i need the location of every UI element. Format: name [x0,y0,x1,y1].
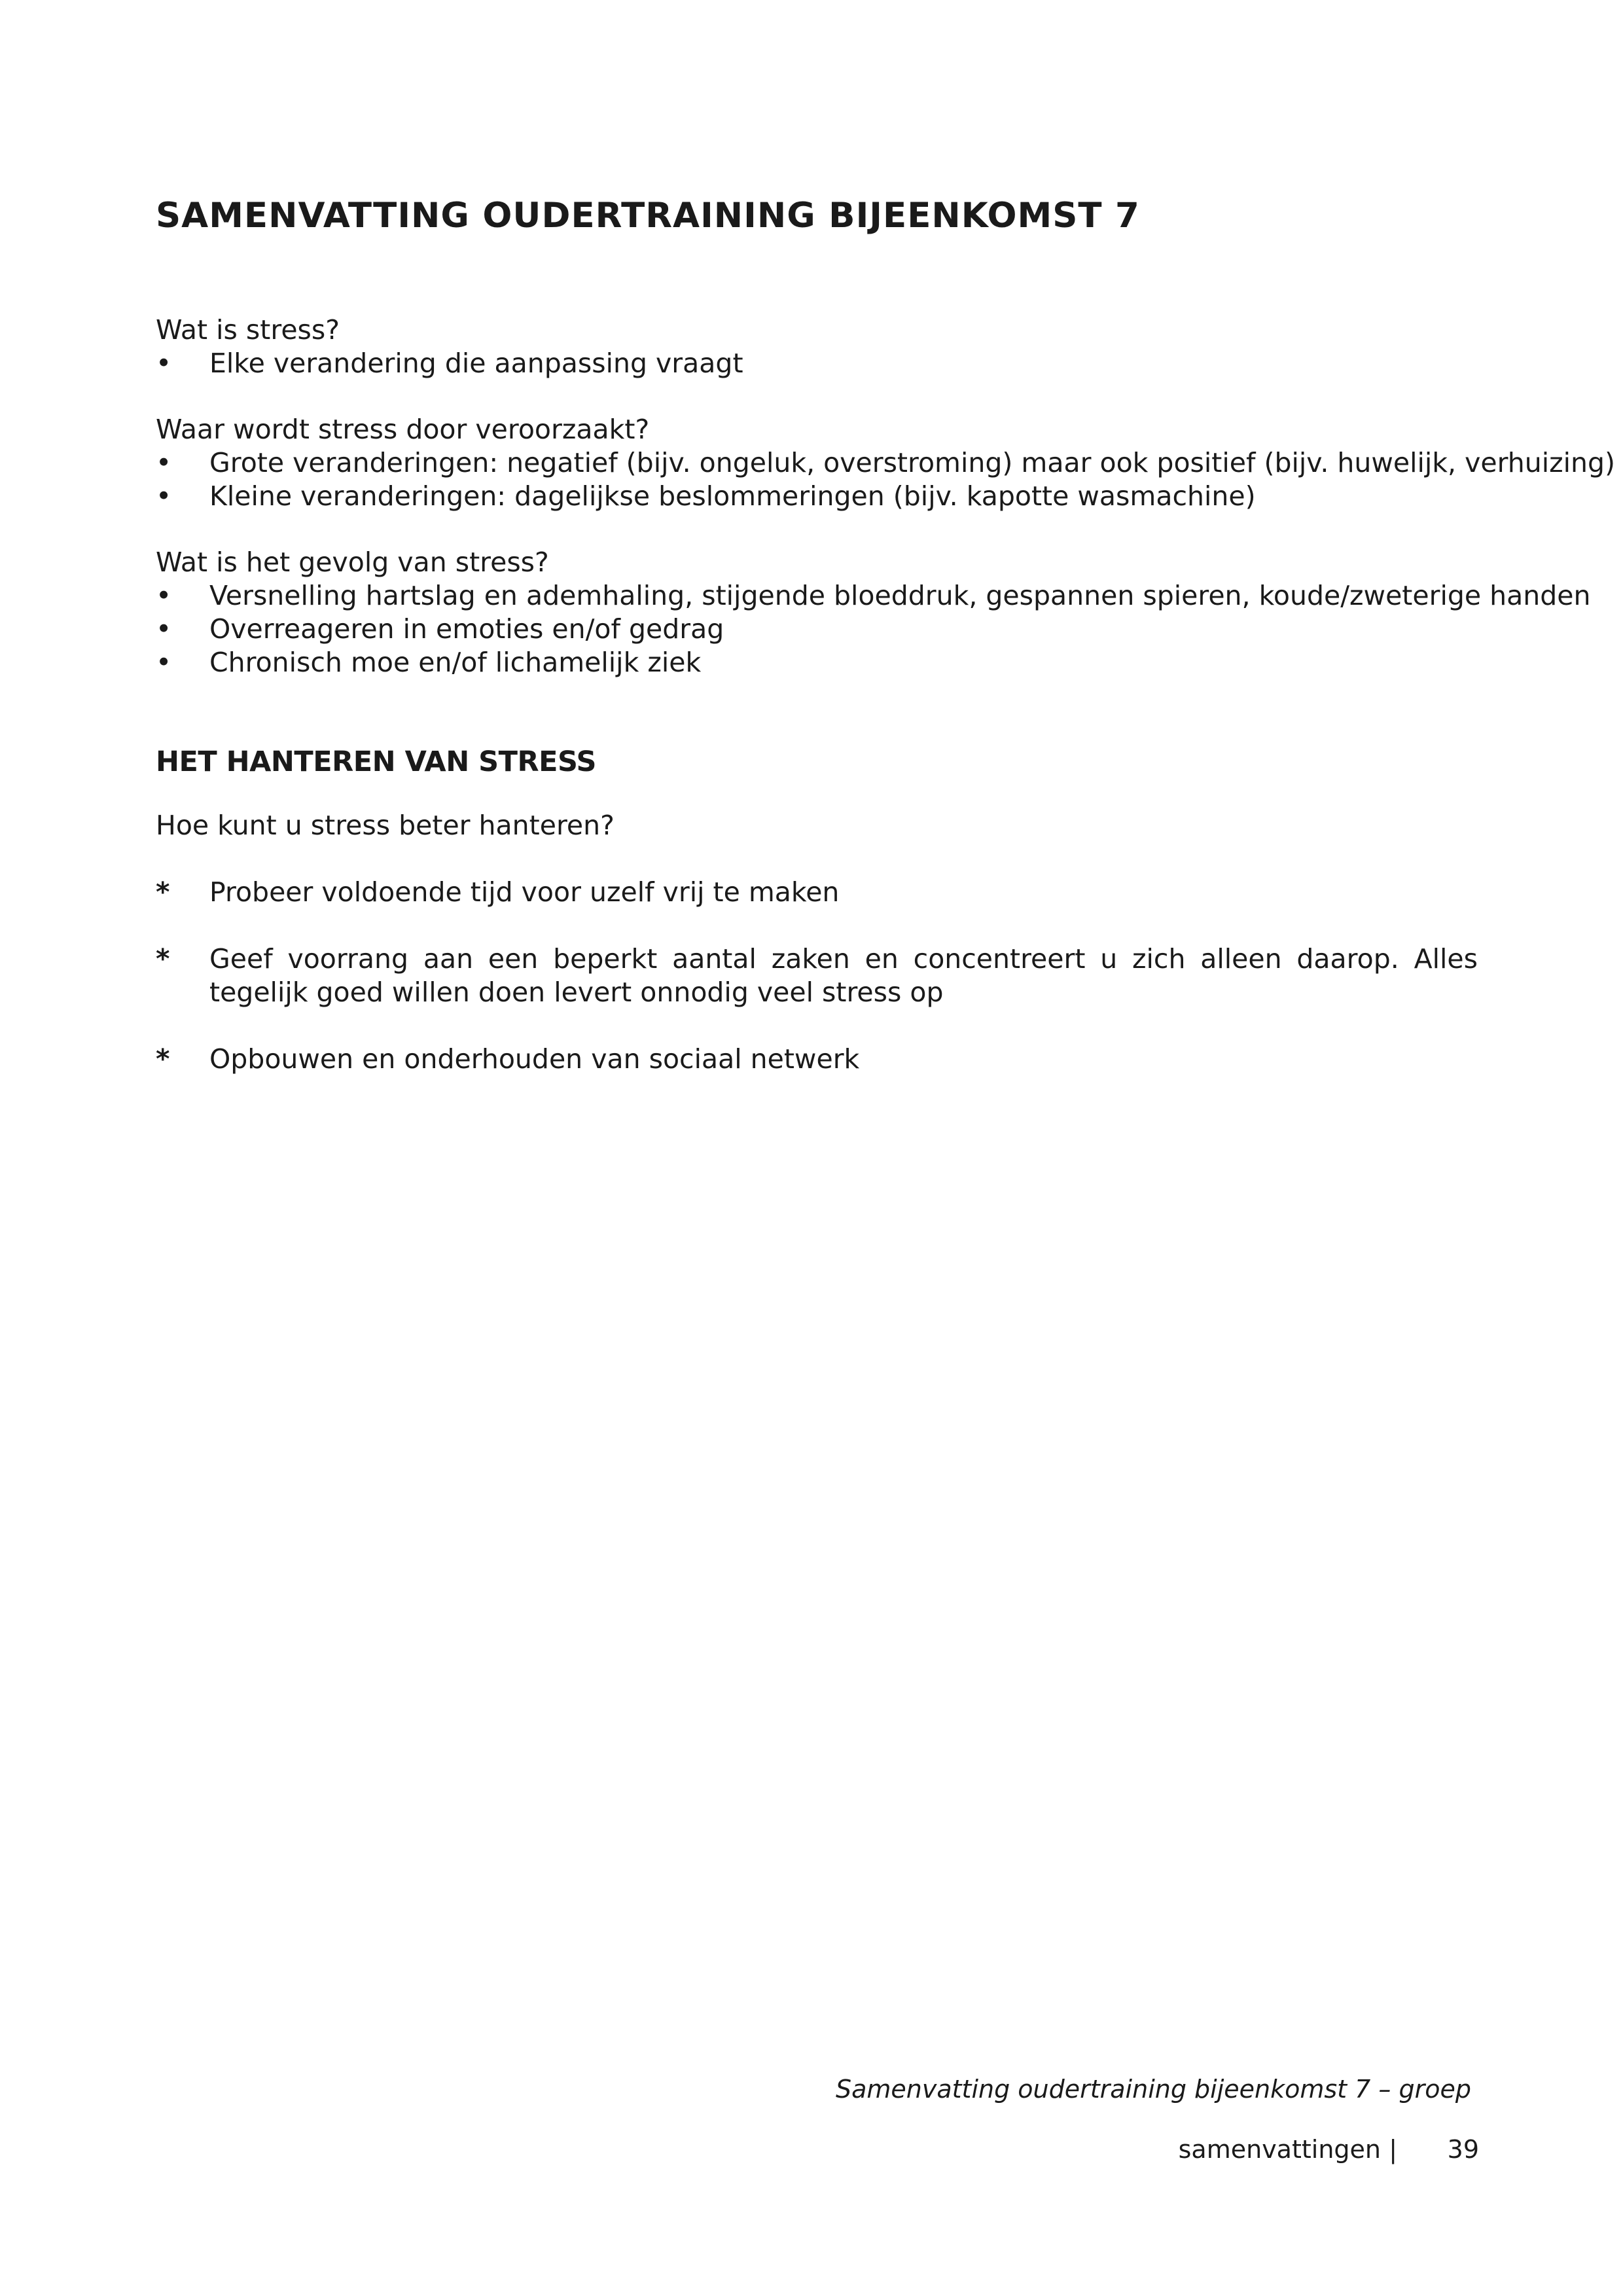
question-consequences: Wat is het gevolg van stress? [156,547,549,578]
bullet-list-consequences [156,579,1591,679]
footer-section-label: samenvattingen [1178,2135,1381,2164]
bullet-icon: • [156,348,172,379]
tip-text: Probeer voldoende tijd voor uzelf vrij te maken [209,876,840,908]
section-title-coping: HET HANTEREN VAN STRESS [156,745,596,778]
list-item-text: Grote veranderingen: negatief (bijv. ongeluk, overstroming) maar ook positief (bijv. huwelijk, verhuizing) [209,447,1616,478]
page-footer [1113,2134,1479,2166]
bullet-icon: • [156,580,172,611]
bullet-icon: • [156,480,172,512]
question-coping: Hoe kunt u stress beter hanteren? [156,810,615,841]
question-causes: Waar wordt stress door veroorzaakt? [156,414,650,445]
bullet-icon: • [156,613,172,645]
footer-divider: | [1389,2135,1397,2164]
bullet-list-definition [156,347,1478,380]
bullet-icon: • [156,647,172,678]
list-item [156,613,1478,646]
list-item-text: Chronisch moe en/of lichamelijk ziek [209,647,702,678]
list-item-text: Versnelling hartslag en ademhaling, stijgende bloeddruk, gespannen spieren, koude/zweterige handen [209,580,1591,611]
tip-text: Geef voorrang aan een beperkt aantal zaken en concentreert u zich alleen daarop. Alles tegelijk goed willen doen levert onnodig veel stress op [209,943,1478,1008]
page-number: 39 [1447,2135,1479,2164]
tip-item [156,942,1478,1009]
asterisk-icon: * [156,1043,170,1075]
footer-caption: Samenvatting oudertraining bijeenkomst 7 – groep [835,2075,1471,2104]
list-item [156,480,1478,513]
bullet-list-causes [156,446,1616,513]
tip-text: Opbouwen en onderhouden van sociaal netwerk [209,1043,860,1075]
question-what-is-stress: Wat is stress? [156,314,340,346]
tip-item [156,1043,1478,1076]
list-item-text: Overreageren in emoties en/of gedrag [209,613,724,645]
list-item-text: Kleine veranderingen: dagelijkse beslommeringen (bijv. kapotte wasmachine) [209,480,1256,512]
list-item [156,579,1591,613]
list-item [156,646,1478,679]
asterisk-icon: * [156,876,170,908]
tip-item [156,876,1478,909]
list-item [156,347,1478,380]
bullet-icon: • [156,447,172,478]
document-title: SAMENVATTING OUDERTRAINING BIJEENKOMST 7 [156,196,1140,236]
list-item-text: Elke verandering die aanpassing vraagt [209,348,743,379]
list-item [156,446,1616,480]
asterisk-icon: * [156,943,170,975]
page-content [156,193,1616,1076]
